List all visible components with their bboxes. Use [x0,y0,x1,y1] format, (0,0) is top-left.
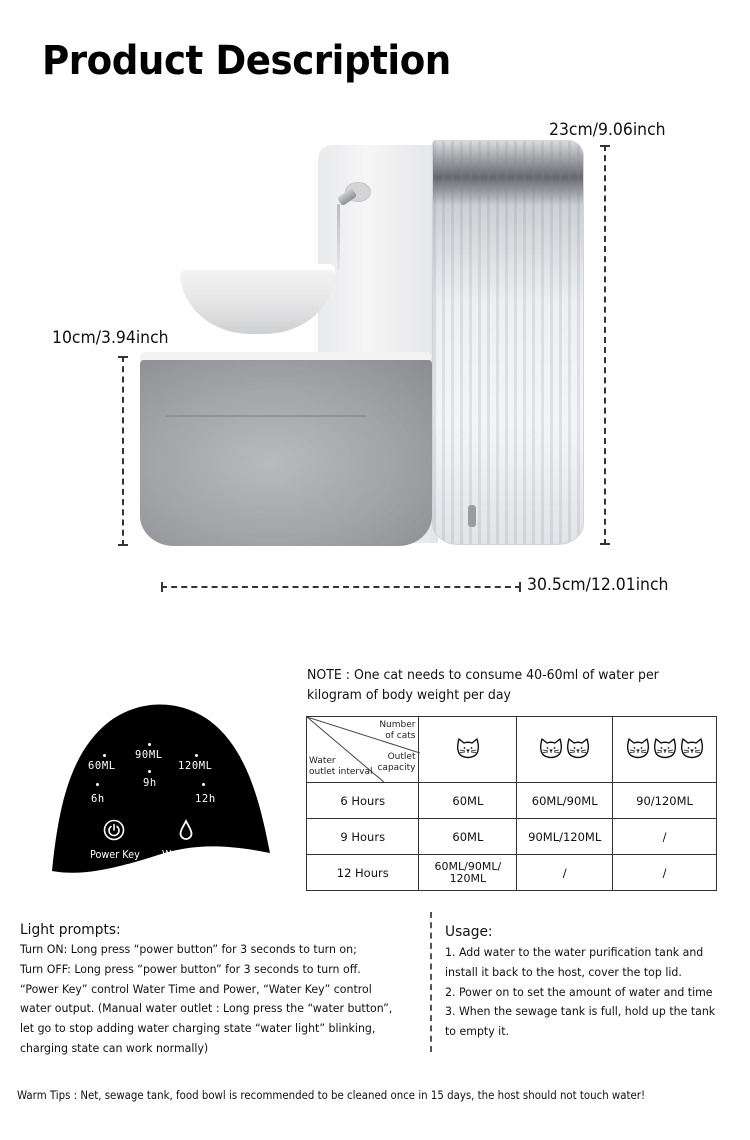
interval-cell: 12 Hours [307,855,419,891]
usage-heading: Usage: [445,924,493,940]
indicator-dot [195,754,198,757]
capacity-table [306,716,717,891]
capacity-60ml-label: 60ML [88,760,116,772]
usage-line: 2. Power on to set the amount of water and time [445,984,713,999]
label-line: outlet interval [309,767,373,777]
height-total-label: 23cm/9.06inch [549,120,666,140]
usage-line: 1. Add water to the water purification tank and [445,945,704,959]
usage-line: to empty it. [445,1024,510,1039]
product-illustration [0,100,750,620]
usage-line: 3. When the sewage tank is full, hold up the tank [445,1004,716,1019]
height-base-label: 10cm/3.94inch [52,328,169,348]
value-cell: 60ML [419,783,517,819]
value-cell: / [613,855,717,891]
width-label: 30.5cm/12.01inch [527,575,669,595]
water-drop-icon[interactable] [178,819,194,841]
warm-tips: Warm Tips : Net, sewage tank, food bowl is recommended to be cleaned once in 15 days, the host should not touch water! [17,1088,646,1102]
label-line: Water [309,756,336,766]
water-stream [337,204,340,270]
interval-6h-label: 6h [91,793,105,805]
height-base-dimension-line [118,356,128,546]
cat-face-icon [565,736,591,760]
drinking-bowl [180,264,335,334]
water-key-label: Water Key [162,849,212,861]
light-prompts-heading: Light prompts: [20,922,121,938]
light-prompts-line: let go to stop adding water charging state “water light” blinking, [20,1021,376,1036]
value-cell: 60ML [419,819,517,855]
value-cell: 60ML/90ML [517,783,613,819]
sewage-tank [140,360,432,546]
light-prompts-section [20,920,430,1059]
label-line: Outlet [387,752,416,762]
usage-section [445,922,745,1042]
indicator-dot [103,754,106,757]
outlet-capacity-label [377,752,415,774]
value-cell: 90ML/120ML [517,819,613,855]
table-row [307,783,717,819]
control-panel [40,693,280,883]
number-of-cats-label [379,720,415,742]
light-prompts-line: “Power Key” control Water Time and Power, “Water Key” control [20,981,372,996]
cat-face-icon [625,736,651,760]
page-title: Product Description [42,38,451,84]
water-reservoir [432,140,584,545]
water-outlet-interval-label [309,756,372,778]
header-two-cats [517,717,613,783]
table-corner-cell [307,717,419,783]
capacity-120ml-label: 120ML [178,760,213,772]
height-total-dimension-line [600,145,610,545]
capacity-90ml-label: 90ML [135,749,163,761]
interval-cell: 9 Hours [307,819,419,855]
indicator-dot [96,783,99,786]
reservoir-valve [468,505,476,527]
indicator-dot [148,743,151,746]
cat-face-icon [455,736,481,760]
value-line: 120ML [449,871,487,885]
cat-face-icon [679,736,705,760]
header-three-cats [613,717,717,783]
value-line: 60ML/90ML/ [434,859,502,873]
label-line: Number [379,720,416,730]
note-text [307,666,706,706]
light-prompts-line: Turn OFF: Long press “power button” for 3 seconds to turn off. [20,961,361,976]
interval-9h-label: 9h [143,777,157,789]
indicator-dot [148,770,151,773]
note-prefix: NOTE : [307,668,351,683]
value-cell: 90/120ML [613,783,717,819]
header-one-cat [419,717,517,783]
note-body: One cat needs to consume 40-60ml of water per kilogram of body weight per day [307,668,659,703]
table-header-row [307,717,717,783]
light-prompts-line: water output. (Manual water outlet : Long press the “water button”, [20,1001,393,1016]
interval-cell: 6 Hours [307,783,419,819]
width-dimension-line [161,582,521,592]
light-prompts-line: charging state can work normally) [20,1040,209,1055]
value-cell [419,855,517,891]
interval-12h-label: 12h [195,793,216,805]
cat-face-icon [538,736,564,760]
power-icon[interactable] [103,819,125,841]
table-row [307,855,717,891]
usage-line: install it back to the host, cover the top lid. [445,964,682,979]
value-cell: / [613,819,717,855]
indicator-dot [202,783,205,786]
power-key-label: Power Key [90,849,140,861]
value-cell: / [517,855,613,891]
light-prompts-line: Turn ON: Long press “power button” for 3 seconds to turn on; [20,942,357,956]
label-line: capacity [377,763,416,773]
table-row [307,819,717,855]
cat-face-icon [652,736,678,760]
section-divider [430,912,432,1052]
panel-shape [40,693,280,883]
label-line: of cats [385,731,416,741]
